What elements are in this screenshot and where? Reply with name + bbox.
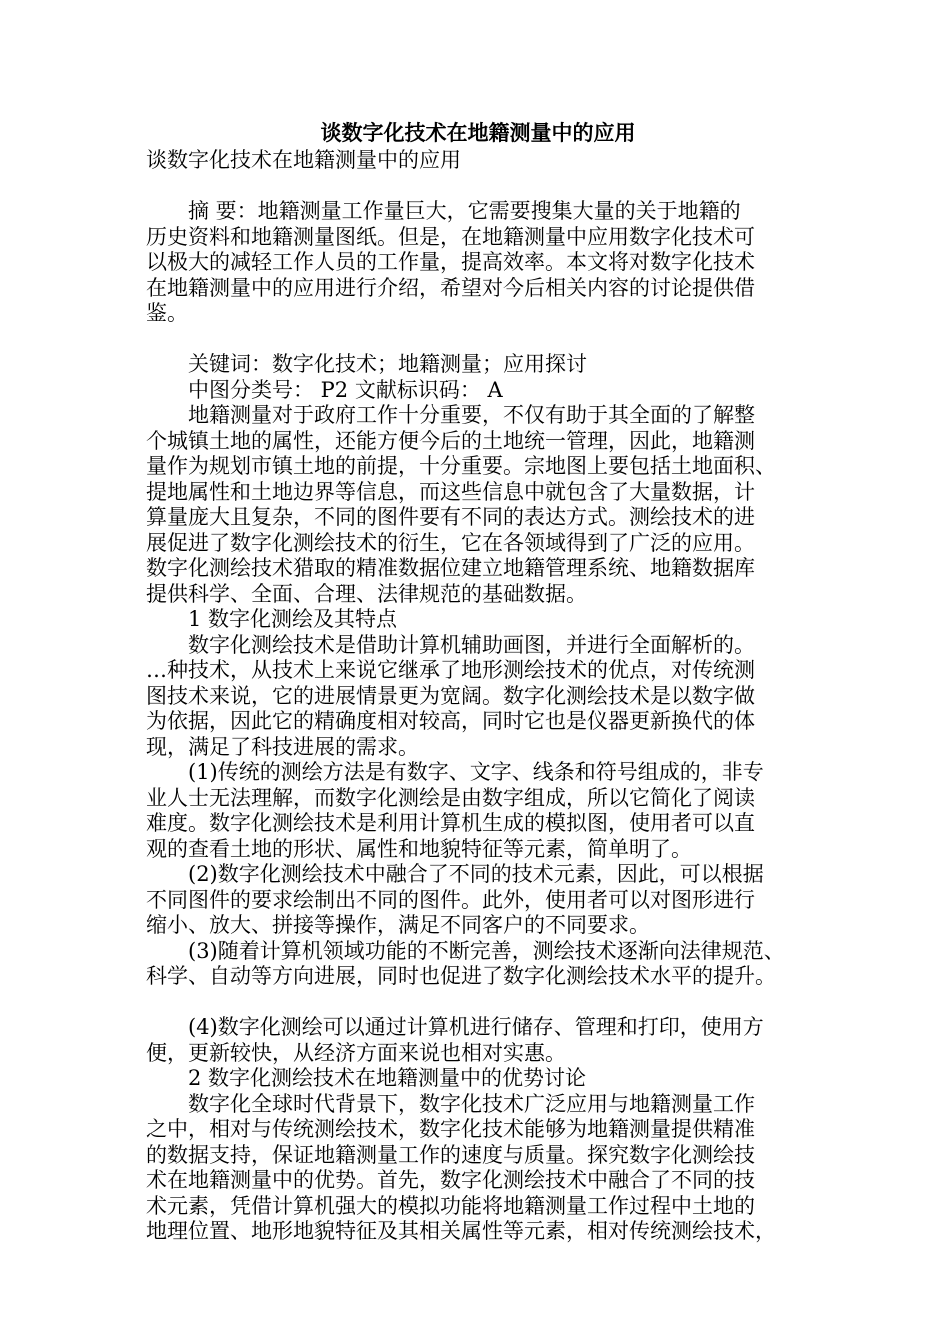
body-text-line: 鉴。 — [146, 301, 188, 325]
body-text-line: 不同图件的要求绘制出不同的图件。此外，使用者可以对图形进行 — [146, 887, 755, 912]
blank-line — [146, 990, 810, 1016]
body-text-line: 关键词：数字化技术；地籍测量；应用探讨 — [146, 352, 587, 376]
document-body — [146, 174, 810, 1245]
body-text-line: 数字化全球时代背景下，数字化技术广泛应用与地籍测量工作 — [146, 1091, 755, 1116]
body-text-line: 术在地籍测量中的优势。首先，数字化测绘技术中融合了不同的技 — [146, 1168, 755, 1192]
blank-line — [146, 327, 810, 353]
document-title: 谈数字化技术在地籍测量中的应用 — [320, 120, 636, 145]
body-text-line: 以极大的减轻工作人员的工作量，提高效率。本文将对数字化技术 — [146, 250, 755, 274]
body-text-line: 历史资料和地籍测量图纸。但是，在地籍测量中应用数字化技术可 — [146, 224, 755, 249]
body-text-line: 摘 要：地籍测量工作量巨大，它需要搜集大量的关于地籍的 — [146, 199, 741, 223]
body-text-line: 数字化测绘技术猎取的精准数据位建立地籍管理系统、地籍数据库 — [146, 556, 755, 580]
body-text-line: 提供科学、全面、合理、法律规范的基础数据。 — [146, 581, 587, 606]
body-text-line: 的数据支持，保证地籍测量工作的速度与质量。探究数字化测绘技 — [146, 1142, 755, 1167]
body-text-line: 便，更新较快，从经济方面来说也相对实惠。 — [146, 1040, 566, 1065]
body-text-line: (1)传统的测绘方法是有数字、文字、线条和符号组成的，非专 — [146, 760, 764, 784]
body-text-line: 中图分类号： P2 文献标识码： A — [146, 377, 503, 402]
body-text-line: 提地属性和土地边界等信息，而这些信息中就包含了大量数据，计 — [146, 479, 755, 504]
body-text-line: (4)数字化测绘可以通过计算机进行储存、管理和打印，使用方 — [146, 1015, 764, 1039]
body-text-line: 业人士无法理解，而数字化测绘是由数字组成，所以它简化了阅读 — [146, 785, 755, 810]
body-text-line: 地理位置、地形地貌特征及其相关属性等元素，相对传统测绘技术， — [146, 1219, 776, 1243]
body-text-line: 术元素，凭借计算机强大的模拟功能将地籍测量工作过程中土地的 — [146, 1193, 755, 1218]
body-text-line: 为依据，因此它的精确度相对较高，同时它也是仪器更新换代的体 — [146, 709, 755, 733]
body-text-line: 个城镇土地的属性，还能方便今后的土地统一管理，因此，地籍测 — [146, 428, 755, 453]
body-text-line: 图技术来说，它的进展情景更为宽阔。数字化测绘技术是以数字做 — [146, 683, 755, 708]
body-text-line: 科学、自动等方向进展，同时也促进了数字化测绘技术水平的提升。 — [146, 964, 776, 988]
body-text-line: …种技术，从技术上来说它继承了地形测绘技术的优点，对传统测 — [146, 658, 755, 682]
body-text-line: 缩小、放大、拼接等操作，满足不同客户的不同要求。 — [146, 913, 650, 937]
body-text-line: (3)随着计算机领域功能的不断完善，测绘技术逐渐向法律规范、 — [146, 938, 785, 963]
body-text-line: 算量庞大且复杂，不同的图件要有不同的表达方式。测绘技术的进 — [146, 505, 755, 529]
body-text-line: 展促进了数字化测绘技术的衍生，它在各领域得到了广泛的应用。 — [146, 530, 755, 555]
body-text-line: 在地籍测量中的应用进行介绍，希望对今后相关内容的讨论提供借 — [146, 275, 755, 300]
body-text-line: 1 数字化测绘及其特点 — [146, 607, 398, 631]
body-text-line: (2)数字化测绘技术中融合了不同的技术元素，因此，可以根据 — [146, 862, 764, 886]
body-text-line: 量作为规划市镇土地的前提，十分重要。宗地图上要包括土地面积、 — [146, 454, 776, 478]
body-text-line: 数字化测绘技术是借助计算机辅助画图，并进行全面解析的。 — [146, 632, 755, 657]
body-text-line: 地籍测量对于政府工作十分重要，不仅有助于其全面的了解整 — [146, 403, 755, 427]
body-text-line: 难度。数字化测绘技术是利用计算机生成的模拟图，使用者可以直 — [146, 811, 755, 835]
body-text-line: 2 数字化测绘技术在地籍测量中的优势讨论 — [146, 1066, 587, 1090]
body-text-line: 现，满足了科技进展的需求。 — [146, 734, 419, 759]
body-text-line: 观的查看土地的形状、属性和地貌特征等元素，简单明了。 — [146, 836, 692, 861]
document-subtitle: 谈数字化技术在地籍测量中的应用 — [146, 148, 461, 172]
body-text-line: 之中，相对与传统测绘技术，数字化技术能够为地籍测量提供精准 — [146, 1117, 755, 1141]
blank-line — [146, 174, 810, 200]
document-page — [146, 118, 810, 1245]
